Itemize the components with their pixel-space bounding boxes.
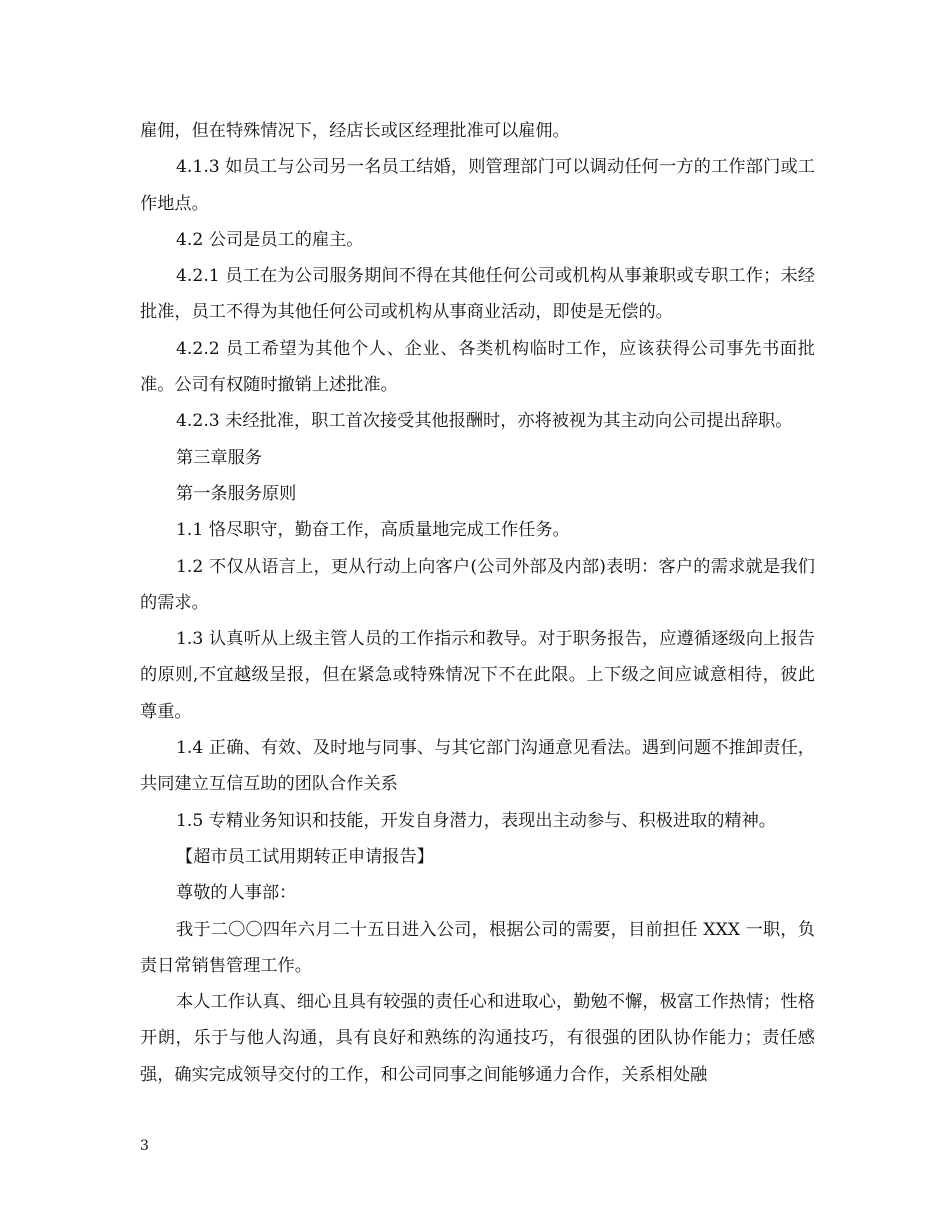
report-title: 【超市员工试用期转正申请报告】	[176, 846, 434, 867]
chapter-heading: 第三章服务	[176, 447, 262, 468]
salutation: 尊敬的人事部：	[176, 883, 297, 904]
paragraph: 本人工作认真、细心且具有较强的责任心和进取心，勤勉不懈，极富工作热情；性格开朗，乐于与他人沟通，具有良好和熟练的沟通技巧，有很强的团队协作能力；责任感强，确实完成领导交付的工作，和公司同事之间能够通力合作，关系相处融	[140, 992, 815, 1085]
paragraph: 1.4 正确、有效、及时地与同事、与其它部门沟通意见看法。遇到问题不推卸责任，共同建立互信互助的团队合作关系	[140, 738, 815, 795]
paragraph: 4.2.2 员工希望为其他个人、企业、各类机构临时工作，应该获得公司事先书面批准。公司有权随时撤销上述批准。	[140, 338, 815, 396]
article-heading: 第一条服务原则	[176, 483, 297, 504]
paragraph: 1.5 专精业务知识和技能，开发自身潜力，表现出主动参与、积极进取的精神。	[176, 810, 776, 831]
paragraph: 4.1.3 如员工与公司另一名员工结婚，则管理部门可以调动任何一方的工作部门或工作地点。	[140, 157, 815, 214]
paragraph: 1.2 不仅从语言上，更从行动上向客户(公司外部及内部)表明：客户的需求就是我们的需求。	[140, 556, 815, 613]
paragraph: 1.3 认真听从上级主管人员的工作指示和教导。对于职务报告，应遵循逐级向上报告的原则,不宜越级呈报，但在紧急或特殊情况下不在此限。上下级之间应诚意相待，彼此尊重。	[140, 629, 815, 722]
paragraph: 4.2 公司是员工的雇主。	[176, 229, 364, 250]
paragraph: 雇佣，但在特殊情况下，经店长或区经理批准可以雇佣。	[140, 121, 570, 141]
paragraph: 1.1 恪尽职守，勤奋工作，高质量地完成工作任务。	[176, 520, 570, 541]
page-number: 3	[140, 1138, 149, 1154]
paragraph: 我于二〇〇四年六月二十五日进入公司，根据公司的需要，目前担任 XXX 一职，负责日常销售管理工作。	[140, 919, 815, 976]
paragraph: 4.2.3 未经批准，职工首次接受其他报酬时，亦将被视为其主动向公司提出辞职。	[176, 411, 793, 432]
paragraph: 4.2.1 员工在为公司服务期间不得在其他任何公司或机构从事兼职或专职工作；未经批准，员工不得为其他任何公司或机构从事商业活动，即使是无偿的。	[140, 266, 815, 323]
document-body	[140, 113, 815, 1093]
